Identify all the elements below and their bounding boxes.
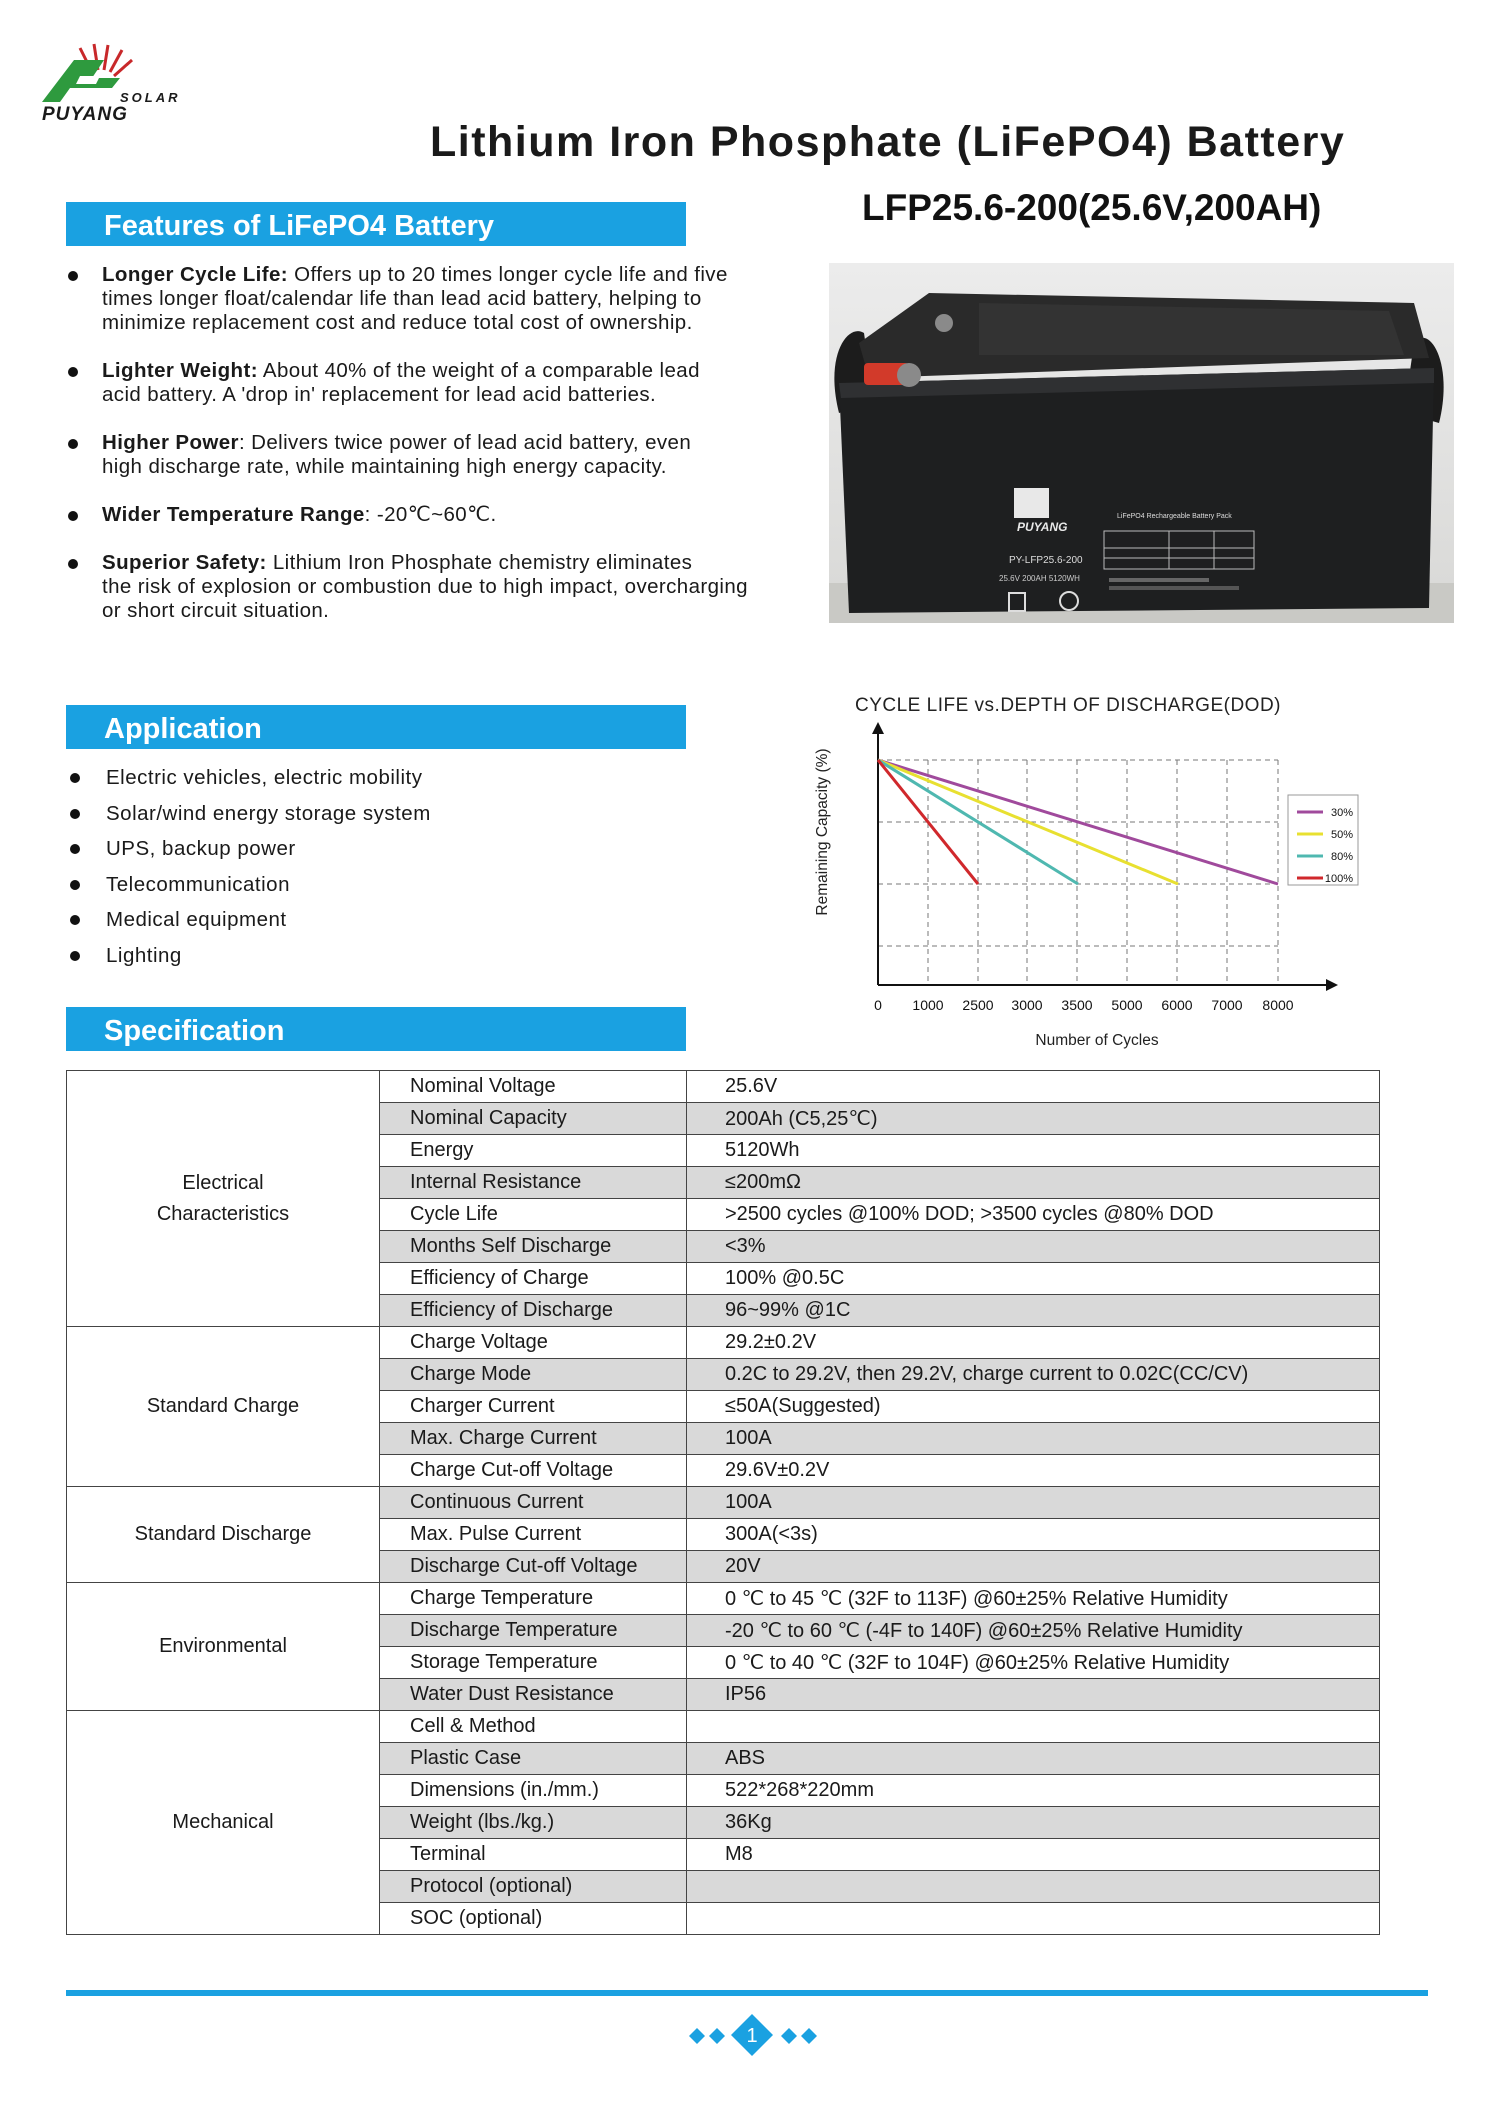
spec-row xyxy=(67,1711,1380,1743)
spec-group-label: Environmental xyxy=(159,1635,287,1657)
spec-group-name xyxy=(67,1327,380,1487)
photo-pack-label: LiFePO4 Rechargeable Battery Pack xyxy=(1117,513,1232,520)
spec-group-name xyxy=(67,1071,380,1327)
spec-param: Charger Current xyxy=(380,1391,687,1423)
bullet-icon xyxy=(68,271,78,281)
chart-title: CYCLE LIFE vs.DEPTH OF DISCHARGE(DOD) xyxy=(855,695,1281,716)
spec-param: Months Self Discharge xyxy=(380,1231,687,1263)
spec-group-name xyxy=(67,1711,380,1935)
chart-x-axis-label: Number of Cycles xyxy=(1035,1032,1159,1049)
feature-label: Wider Temperature Range xyxy=(102,503,365,526)
feature-label: Superior Safety: xyxy=(102,551,267,574)
cycle-life-chart xyxy=(805,720,1365,1050)
chart-y-axis-label: Remaining Capacity (%) xyxy=(814,748,831,916)
spec-row xyxy=(67,1327,1380,1359)
spec-value: -20 ℃ to 60 ℃ (-4F to 140F) @60±25% Relative Humidity xyxy=(687,1615,1380,1647)
specification-section-header xyxy=(66,1007,686,1051)
spec-param: Nominal Voltage xyxy=(380,1071,687,1103)
application-text: Electric vehicles, electric mobility xyxy=(106,766,423,789)
feature-text: Lithium Iron Phosphate chemistry eliminates xyxy=(272,551,693,574)
chart-x-tick-label: 8000 xyxy=(1262,997,1294,1013)
features-list xyxy=(66,263,826,647)
chart-legend-label: 50% xyxy=(1330,829,1353,841)
spec-value: 29.6V±0.2V xyxy=(687,1455,1380,1487)
bullet-icon xyxy=(68,511,78,521)
spec-param: Max. Pulse Current xyxy=(380,1519,687,1551)
chart-legend xyxy=(1288,795,1358,885)
chart-series xyxy=(878,760,1278,884)
feature-item xyxy=(66,359,826,407)
spec-value: ≤200mΩ xyxy=(687,1167,1380,1199)
logo-name-text: PUYANG xyxy=(42,104,128,125)
spec-param: Water Dust Resistance xyxy=(380,1679,687,1711)
spec-param: Discharge Cut-off Voltage xyxy=(380,1551,687,1583)
spec-param: Cell & Method xyxy=(380,1711,687,1743)
bullet-icon xyxy=(70,809,80,819)
chart-x-tick-label: 5000 xyxy=(1111,997,1143,1013)
feature-text: acid battery. A 'drop in' replacement for lead acid batteries. xyxy=(102,383,657,406)
spec-param: Weight (lbs./kg.) xyxy=(380,1807,687,1839)
footer-divider xyxy=(66,1990,1428,1996)
application-text: UPS, backup power xyxy=(106,837,296,860)
spec-value: >2500 cycles @100% DOD; >3500 cycles @80% DOD xyxy=(687,1199,1380,1231)
feature-text: minimize replacement cost and reduce total cost of ownership. xyxy=(102,311,693,334)
spec-value: 0 ℃ to 40 ℃ (32F to 104F) @60±25% Relative Humidity xyxy=(687,1647,1380,1679)
bullet-icon xyxy=(70,880,80,890)
chart-legend-label: 30% xyxy=(1330,807,1353,819)
features-heading: Features of LiFePO4 Battery xyxy=(104,210,494,242)
spec-group-label: Characteristics xyxy=(156,1202,290,1225)
chart-x-tick-labels xyxy=(874,997,1294,1013)
spec-param: Max. Charge Current xyxy=(380,1423,687,1455)
spec-param: Protocol (optional) xyxy=(380,1871,687,1903)
spec-param: SOC (optional) xyxy=(380,1903,687,1935)
page-number: 1 xyxy=(746,2025,758,2047)
feature-text: high discharge rate, while maintaining high energy capacity. xyxy=(102,455,667,478)
bullet-icon xyxy=(70,951,80,961)
application-text: Medical equipment xyxy=(106,908,287,931)
spec-group-label: Electrical xyxy=(182,1171,264,1194)
spec-param: Energy xyxy=(380,1135,687,1167)
spec-value: <3% xyxy=(687,1231,1380,1263)
spec-value: 0 ℃ to 45 ℃ (32F to 113F) @60±25% Relative Humidity xyxy=(687,1583,1380,1615)
spec-value: 100% @0.5C xyxy=(687,1263,1380,1295)
spec-param: Continuous Current xyxy=(380,1487,687,1519)
chart-x-tick-label: 0 xyxy=(874,997,882,1013)
feature-text: times longer float/calendar life than lead acid battery, helping to xyxy=(102,287,702,310)
spec-value: 100A xyxy=(687,1487,1380,1519)
feature-item xyxy=(66,431,826,479)
photo-brand: PUYANG xyxy=(1017,520,1068,534)
chart-x-tick-label: 7000 xyxy=(1211,997,1243,1013)
spec-value: 25.6V xyxy=(687,1071,1380,1103)
spec-param: Discharge Temperature xyxy=(380,1615,687,1647)
spec-value xyxy=(687,1871,1380,1903)
spec-param: Charge Cut-off Voltage xyxy=(380,1455,687,1487)
spec-value: 200Ah (C5,25℃) xyxy=(687,1103,1380,1135)
feature-text: : -20℃~60℃. xyxy=(364,503,497,526)
feature-label: Longer Cycle Life: xyxy=(102,263,289,286)
spec-param: Charge Voltage xyxy=(380,1327,687,1359)
spec-value: 36Kg xyxy=(687,1807,1380,1839)
application-text: Lighting xyxy=(106,943,182,967)
chart-x-tick-label: 1000 xyxy=(912,997,944,1013)
spec-group-name xyxy=(67,1583,380,1711)
feature-label: Higher Power xyxy=(102,431,239,454)
photo-model: PY-LFP25.6-200 xyxy=(1009,555,1083,566)
spec-value: 0.2C to 29.2V, then 29.2V, charge current to 0.02C(CC/CV) xyxy=(687,1359,1380,1391)
chart-legend-label: 80% xyxy=(1330,851,1353,863)
spec-param: Dimensions (in./mm.) xyxy=(380,1775,687,1807)
battery-image-icon xyxy=(829,263,1454,623)
spec-group-name xyxy=(67,1487,380,1583)
page-number-badge xyxy=(730,2013,774,2057)
spec-param: Plastic Case xyxy=(380,1743,687,1775)
spec-group-label: Standard Discharge xyxy=(134,1523,312,1545)
spec-value: ABS xyxy=(687,1743,1380,1775)
spec-param: Terminal xyxy=(380,1839,687,1871)
chart-x-tick-label: 3000 xyxy=(1011,997,1043,1013)
chart-legend-label: 100% xyxy=(1324,873,1353,885)
bullet-icon xyxy=(68,559,78,569)
chart-x-tick-label: 6000 xyxy=(1161,997,1193,1013)
feature-text: : Delivers twice power of lead acid battery, even xyxy=(238,431,692,454)
application-list xyxy=(66,766,666,979)
bullet-icon xyxy=(68,367,78,377)
feature-item xyxy=(66,551,826,623)
spec-value: M8 xyxy=(687,1839,1380,1871)
spec-row xyxy=(67,1487,1380,1519)
spec-value: 29.2±0.2V xyxy=(687,1327,1380,1359)
spec-value: 522*268*220mm xyxy=(687,1775,1380,1807)
spec-value: ≤50A(Suggested) xyxy=(687,1391,1380,1423)
model-title: LFP25.6-200(25.6V,200AH) xyxy=(862,187,1322,228)
spec-value: 100A xyxy=(687,1423,1380,1455)
application-section-header xyxy=(66,705,686,749)
application-text: Telecommunication xyxy=(106,872,290,896)
feature-text: the risk of explosion or combustion due to high impact, overcharging xyxy=(102,575,748,598)
battery-photo xyxy=(829,263,1454,623)
feature-text: About 40% of the weight of a comparable lead xyxy=(262,359,700,382)
feature-item xyxy=(66,503,826,527)
application-item xyxy=(66,873,666,909)
spec-param: Storage Temperature xyxy=(380,1647,687,1679)
spec-param: Charge Temperature xyxy=(380,1583,687,1615)
application-item xyxy=(66,802,666,838)
chart-series-line xyxy=(878,760,1278,884)
chart-axes xyxy=(872,722,1338,991)
spec-param: Charge Mode xyxy=(380,1359,687,1391)
chart-x-tick-label: 3500 xyxy=(1061,997,1093,1013)
spec-value: 20V xyxy=(687,1551,1380,1583)
spec-group-label: Mechanical xyxy=(172,1811,274,1833)
specification-heading: Specification xyxy=(104,1015,285,1047)
specification-table xyxy=(66,1070,1380,1935)
feature-item xyxy=(66,263,826,335)
feature-text: or short circuit situation. xyxy=(102,599,330,622)
company-logo xyxy=(40,40,190,125)
application-item xyxy=(66,837,666,873)
feature-text: Offers up to 20 times longer cycle life and five xyxy=(294,263,728,286)
bullet-icon xyxy=(70,773,80,783)
application-heading: Application xyxy=(104,713,262,745)
logo-solar-text: SOLAR xyxy=(120,90,181,105)
spec-value xyxy=(687,1711,1380,1743)
spec-row xyxy=(67,1071,1380,1103)
application-item xyxy=(66,944,666,980)
chart-grid xyxy=(878,760,1278,985)
spec-param: Nominal Capacity xyxy=(380,1103,687,1135)
spec-param: Cycle Life xyxy=(380,1199,687,1231)
spec-value xyxy=(687,1903,1380,1935)
bullet-icon xyxy=(70,844,80,854)
application-item xyxy=(66,766,666,802)
spec-param: Internal Resistance xyxy=(380,1167,687,1199)
page-title: Lithium Iron Phosphate (LiFePO4) Battery xyxy=(430,118,1346,166)
application-text: Solar/wind energy storage system xyxy=(106,801,431,825)
spec-value: 300A(<3s) xyxy=(687,1519,1380,1551)
spec-param: Efficiency of Charge xyxy=(380,1263,687,1295)
spec-value: 96~99% @1C xyxy=(687,1295,1380,1327)
spec-value: 5120Wh xyxy=(687,1135,1380,1167)
feature-label: Lighter Weight: xyxy=(102,359,258,382)
features-section-header xyxy=(66,202,686,246)
application-item xyxy=(66,908,666,944)
bullet-icon xyxy=(70,915,80,925)
spec-value: IP56 xyxy=(687,1679,1380,1711)
bullet-icon xyxy=(68,439,78,449)
photo-rating: 25.6V 200AH 5120WH xyxy=(999,574,1080,583)
spec-row xyxy=(67,1583,1380,1615)
spec-param: Efficiency of Discharge xyxy=(380,1295,687,1327)
spec-group-label: Standard Charge xyxy=(146,1395,300,1417)
chart-x-tick-label: 2500 xyxy=(962,997,994,1013)
